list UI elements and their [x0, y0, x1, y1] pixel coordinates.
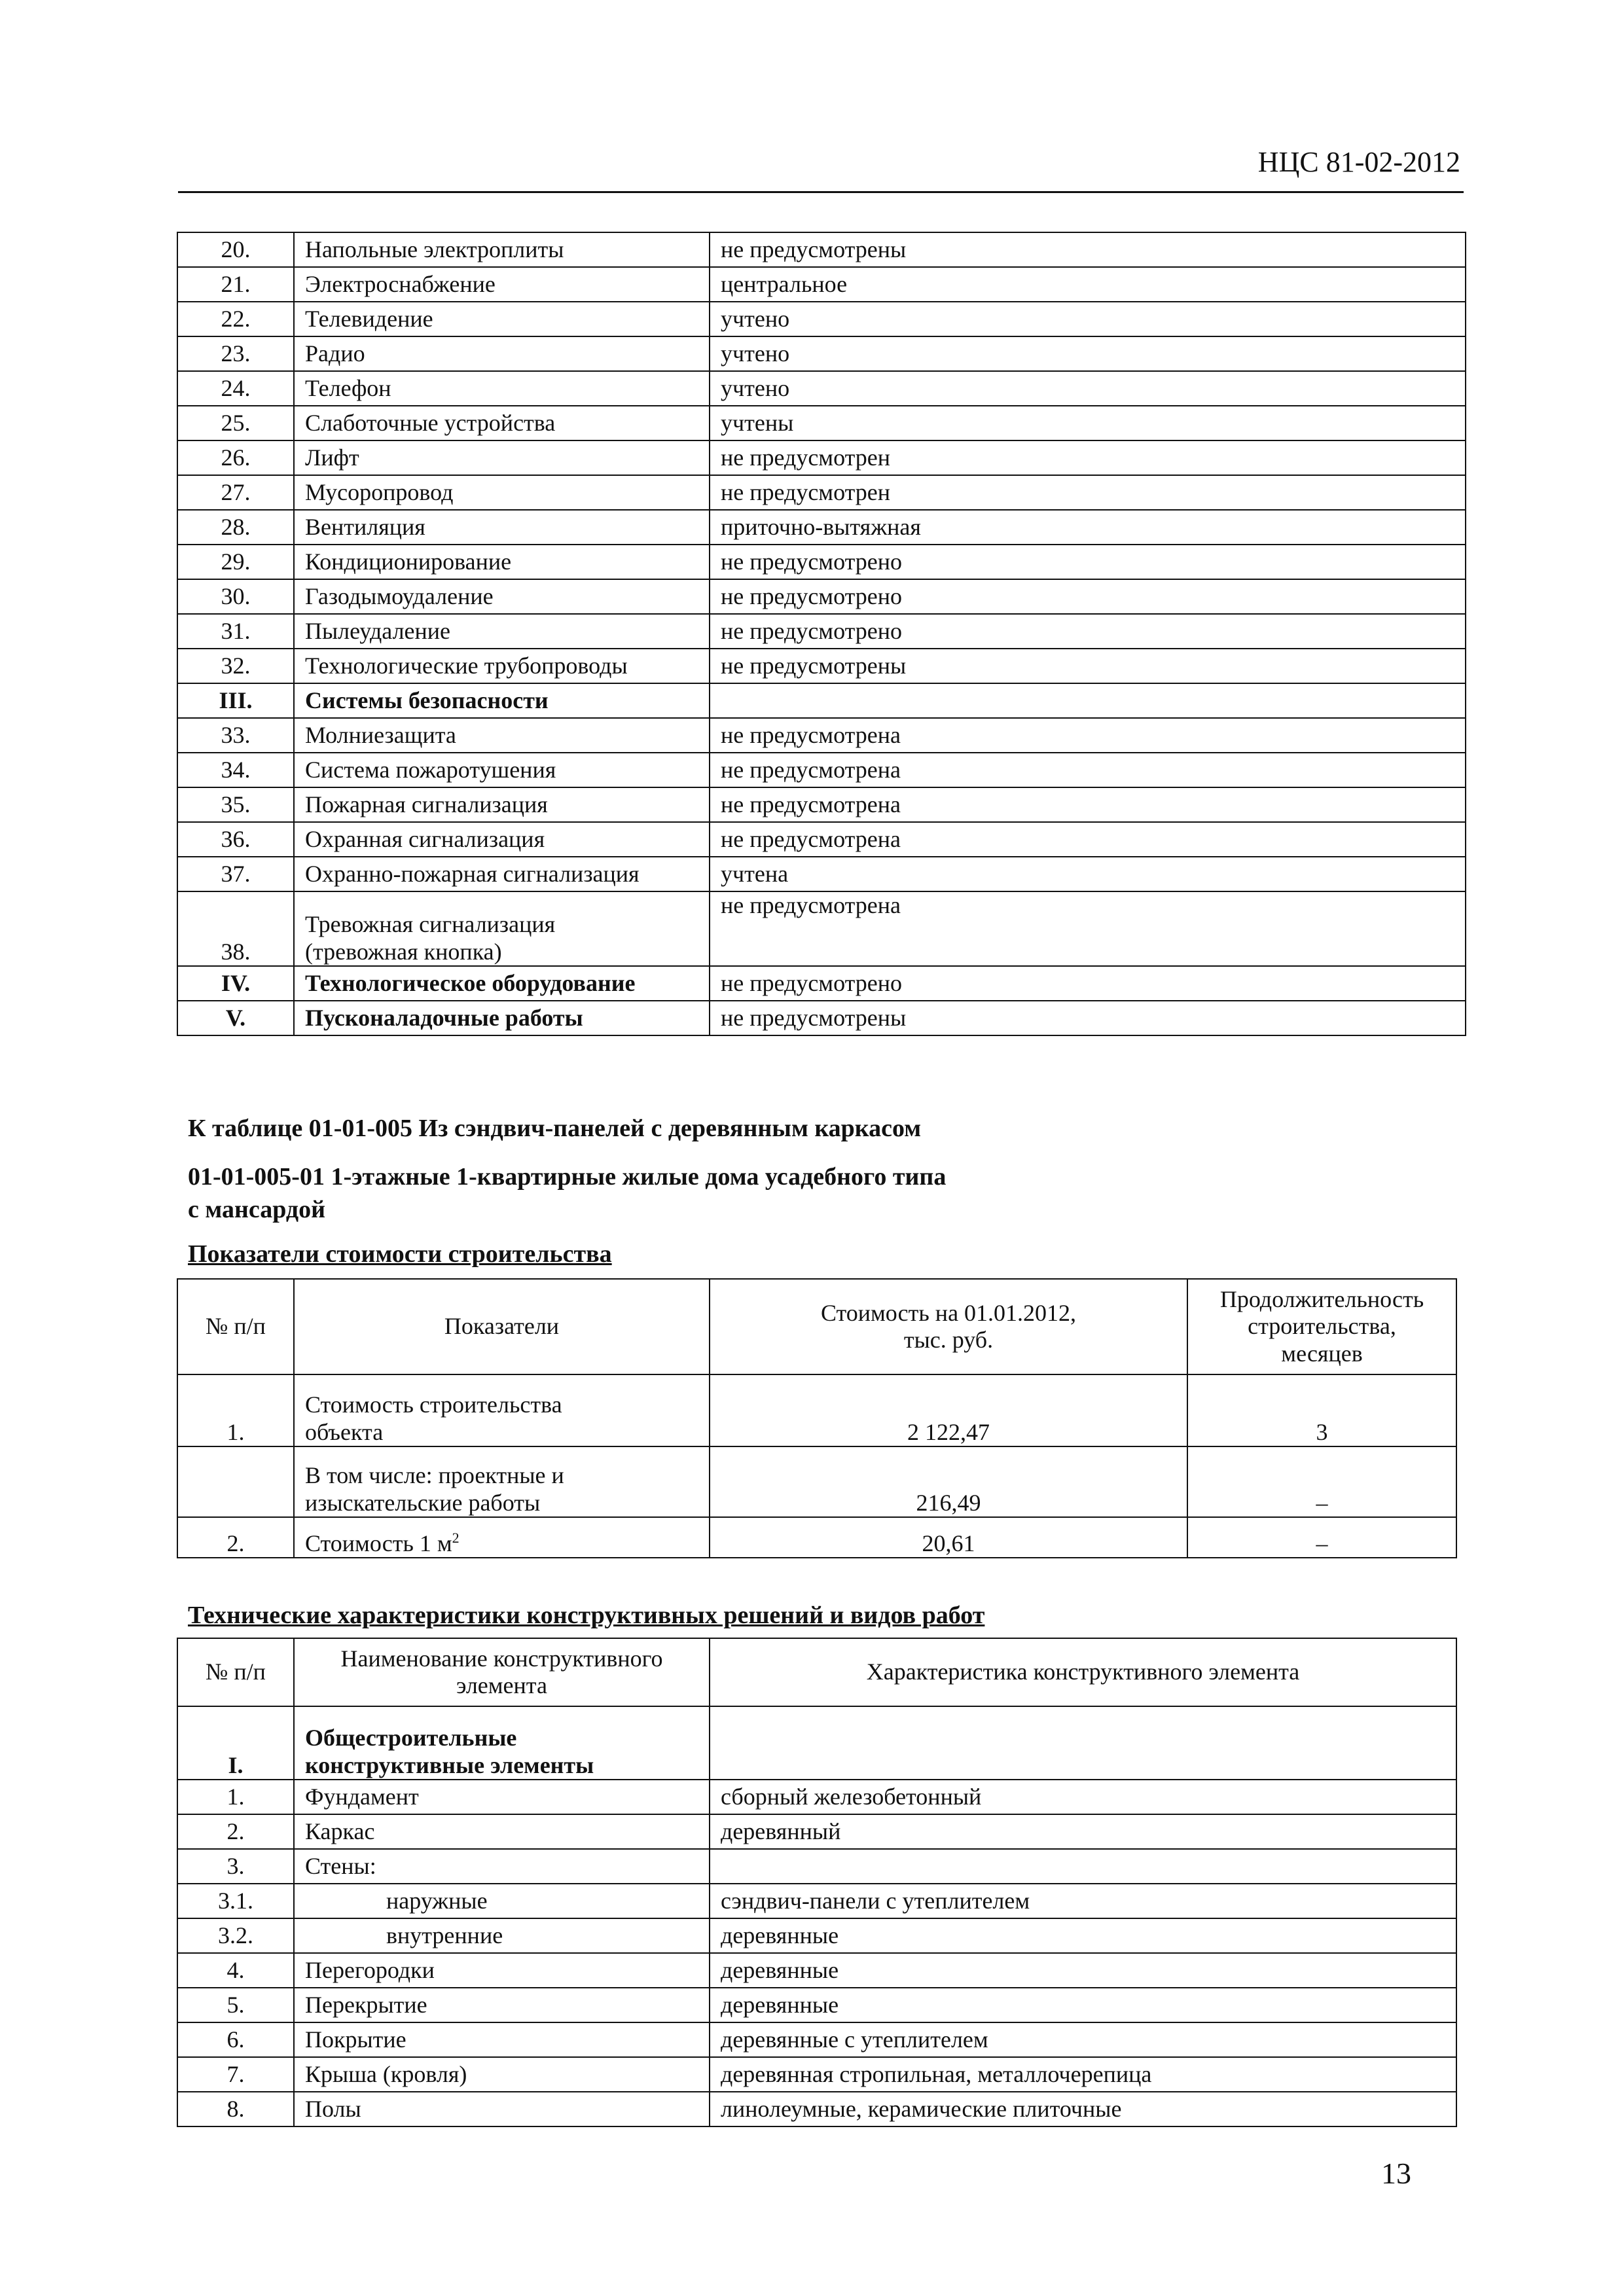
- tech-table-caption: Технические характеристики конструктивных решений и видов работ: [188, 1602, 985, 1629]
- row-name: Электроснабжение: [294, 267, 710, 302]
- section-number: III.: [177, 683, 294, 718]
- header-line: месяцев: [1281, 1340, 1363, 1367]
- cost-indicators-table: [177, 1278, 1457, 1558]
- row-name: Молниезащита: [294, 718, 710, 753]
- row-number: 38.: [177, 891, 294, 966]
- row-value: не предусмотрена: [710, 822, 1466, 857]
- row-name: наружные: [294, 1884, 710, 1918]
- section-name: Технологическое оборудование: [294, 966, 710, 1001]
- row-number: 33.: [177, 718, 294, 753]
- table-row: [177, 545, 1466, 579]
- table-row: [177, 1374, 1456, 1446]
- row-name: Пожарная сигнализация: [294, 787, 710, 822]
- indicator-text: Стоимость 1 м: [305, 1530, 452, 1556]
- row-number: 20.: [177, 232, 294, 267]
- row-number: 25.: [177, 406, 294, 440]
- table-row: [177, 2022, 1456, 2057]
- table-row: [177, 267, 1466, 302]
- row-number: 28.: [177, 510, 294, 545]
- indicator-line: В том числе: проектные и: [305, 1462, 564, 1489]
- row-value: не предусмотрена: [710, 718, 1466, 753]
- row-name: Охранно-пожарная сигнализация: [294, 857, 710, 891]
- table-row: [177, 822, 1466, 857]
- row-number: 37.: [177, 857, 294, 891]
- row-name: Перегородки: [294, 1953, 710, 1988]
- row-number: 3.: [177, 1849, 294, 1884]
- row-value: не предусмотрены: [710, 649, 1466, 683]
- column-header-cost: [710, 1279, 1187, 1374]
- row-value: не предусмотрены: [710, 1001, 1466, 1035]
- row-value: [710, 1706, 1456, 1780]
- page-number: 13: [1381, 2157, 1411, 2190]
- row-number: 23.: [177, 336, 294, 371]
- row-value: не предусмотрена: [710, 753, 1466, 787]
- table-row: [177, 1446, 1456, 1517]
- row-number: 27.: [177, 475, 294, 510]
- row-name: Фундамент: [294, 1780, 710, 1814]
- row-name: Напольные электроплиты: [294, 232, 710, 267]
- section-name: Системы безопасности: [294, 683, 710, 718]
- table-row: [177, 1814, 1456, 1849]
- row-number: 29.: [177, 545, 294, 579]
- row-name: Газодымоудаление: [294, 579, 710, 614]
- table-row: [177, 1988, 1456, 2022]
- row-name: Кондиционирование: [294, 545, 710, 579]
- row-value: не предусмотрено: [710, 579, 1466, 614]
- row-number: 22.: [177, 302, 294, 336]
- row-value: деревянный: [710, 1814, 1456, 1849]
- row-name: Технологические трубопроводы: [294, 649, 710, 683]
- row-value: не предусмотрено: [710, 966, 1466, 1001]
- row-name: Лифт: [294, 440, 710, 475]
- table-row: [177, 336, 1466, 371]
- row-name: Каркас: [294, 1814, 710, 1849]
- indicator-line: Стоимость строительства: [305, 1391, 562, 1418]
- row-indicator: [294, 1374, 710, 1446]
- row-name: [294, 891, 710, 966]
- table-row: [177, 649, 1466, 683]
- row-cost: 216,49: [710, 1446, 1187, 1517]
- indicator-line: объекта: [305, 1418, 384, 1445]
- row-name: Слаботочные устройства: [294, 406, 710, 440]
- table-row: [177, 1953, 1456, 1988]
- table-row: [177, 1517, 1456, 1558]
- table-row: [177, 1884, 1456, 1918]
- header-divider: [178, 191, 1464, 193]
- row-number: 1.: [177, 1780, 294, 1814]
- row-value: деревянные: [710, 1988, 1456, 2022]
- row-value: [710, 1849, 1456, 1884]
- row-number: 24.: [177, 371, 294, 406]
- row-value: сэндвич-панели с утеплителем: [710, 1884, 1456, 1918]
- table-row: [177, 614, 1466, 649]
- table-row: [177, 891, 1466, 966]
- table-row: [177, 753, 1466, 787]
- table-row: [177, 510, 1466, 545]
- table-row: [177, 718, 1466, 753]
- unit-superscript: 2: [452, 1529, 460, 1546]
- row-name: Радио: [294, 336, 710, 371]
- row-value: учтено: [710, 371, 1466, 406]
- row-duration: –: [1187, 1446, 1456, 1517]
- row-indicator: [294, 1446, 710, 1517]
- row-name: Полы: [294, 2092, 710, 2126]
- row-value: учтено: [710, 302, 1466, 336]
- column-header-duration: [1187, 1279, 1456, 1374]
- row-name: Система пожаротушения: [294, 753, 710, 787]
- table-section-row: [177, 683, 1466, 718]
- row-name-line: Тревожная сигнализация: [305, 911, 556, 938]
- header-line: Продолжительность: [1219, 1285, 1424, 1312]
- row-number: 3.2.: [177, 1918, 294, 1953]
- row-indicator: [294, 1517, 710, 1558]
- table-row: [177, 857, 1466, 891]
- row-number: 2.: [177, 1517, 294, 1558]
- section-number: IV.: [177, 966, 294, 1001]
- row-number: 34.: [177, 753, 294, 787]
- row-name: Крыша (кровля): [294, 2057, 710, 2092]
- row-value: деревянная стропильная, металлочерепица: [710, 2057, 1456, 2092]
- table-row: [177, 2092, 1456, 2126]
- row-cost: 20,61: [710, 1517, 1187, 1558]
- section-name-line: конструктивные элементы: [305, 1751, 594, 1778]
- table-row: [177, 406, 1466, 440]
- row-number: 3.1.: [177, 1884, 294, 1918]
- row-number: 1.: [177, 1374, 294, 1446]
- table-section-row: [177, 1001, 1466, 1035]
- row-number: 30.: [177, 579, 294, 614]
- section-subtitle: 01-01-005-01 1-этажные 1-квартирные жилые дома усадебного типа: [188, 1163, 947, 1191]
- row-number: 6.: [177, 2022, 294, 2057]
- row-value: не предусмотрена: [710, 787, 1466, 822]
- row-number: 5.: [177, 1988, 294, 2022]
- row-number: 2.: [177, 1814, 294, 1849]
- row-value: деревянные: [710, 1918, 1456, 1953]
- row-name: Перекрытие: [294, 1988, 710, 2022]
- row-value: учтена: [710, 857, 1466, 891]
- row-value: не предусмотрено: [710, 614, 1466, 649]
- row-name: Стены:: [294, 1849, 710, 1884]
- engineering-systems-table: [177, 232, 1466, 1036]
- indicator-line: изыскательские работы: [305, 1489, 541, 1516]
- header-line: Наименование конструктивного: [340, 1645, 663, 1672]
- section-subtitle: с мансардой: [188, 1196, 325, 1223]
- row-number: 8.: [177, 2092, 294, 2126]
- row-number: 26.: [177, 440, 294, 475]
- document-code: НЦС 81-02-2012: [1257, 146, 1460, 178]
- row-value: учтено: [710, 336, 1466, 371]
- table-row: [177, 2057, 1456, 2092]
- table-section-row: [177, 1706, 1456, 1780]
- row-name: Покрытие: [294, 2022, 710, 2057]
- row-duration: 3: [1187, 1374, 1456, 1446]
- row-value: не предусмотрены: [710, 232, 1466, 267]
- row-value: центральное: [710, 267, 1466, 302]
- row-name-line: (тревожная кнопка): [305, 938, 502, 965]
- column-header-characteristic: Характеристика конструктивного элемента: [710, 1638, 1456, 1706]
- section-number: V.: [177, 1001, 294, 1035]
- row-value: учтены: [710, 406, 1466, 440]
- section-name: [294, 1706, 710, 1780]
- row-value: не предусмотрен: [710, 475, 1466, 510]
- table-row: [177, 579, 1466, 614]
- table-row: [177, 440, 1466, 475]
- section-name-line: Общестроительные: [305, 1725, 517, 1751]
- section-number: I.: [177, 1706, 294, 1780]
- technical-characteristics-table: [177, 1638, 1457, 2127]
- table-row: [177, 371, 1466, 406]
- row-name: Вентиляция: [294, 510, 710, 545]
- column-header-number: № п/п: [177, 1638, 294, 1706]
- table-row: [177, 1780, 1456, 1814]
- row-name: Охранная сигнализация: [294, 822, 710, 857]
- table-row: [177, 1918, 1456, 1953]
- table-header-row: [177, 1638, 1456, 1706]
- row-value: линолеумные, керамические плиточные: [710, 2092, 1456, 2126]
- row-duration: –: [1187, 1517, 1456, 1558]
- cost-table-caption: Показатели стоимости строительства: [188, 1240, 612, 1268]
- row-name: внутренние: [294, 1918, 710, 1953]
- row-name: Телефон: [294, 371, 710, 406]
- row-number: 31.: [177, 614, 294, 649]
- row-value: деревянные: [710, 1953, 1456, 1988]
- table-row: [177, 232, 1466, 267]
- row-number: 36.: [177, 822, 294, 857]
- table-section-row: [177, 966, 1466, 1001]
- header-line: строительства,: [1248, 1313, 1396, 1340]
- row-value: не предусмотрен: [710, 440, 1466, 475]
- section-name: Пусконаладочные работы: [294, 1001, 710, 1035]
- table-row: [177, 302, 1466, 336]
- table-header-row: [177, 1279, 1456, 1374]
- section-title: К таблице 01-01-005 Из сэндвич-панелей с деревянным каркасом: [188, 1115, 922, 1142]
- row-number: 32.: [177, 649, 294, 683]
- header-line: тыс. руб.: [903, 1327, 994, 1353]
- row-value: [710, 683, 1466, 718]
- header-line: Стоимость на 01.01.2012,: [820, 1299, 1077, 1326]
- row-value: сборный железобетонный: [710, 1780, 1456, 1814]
- header-line: элемента: [456, 1672, 547, 1698]
- row-number: 7.: [177, 2057, 294, 2092]
- table-row: [177, 475, 1466, 510]
- column-header-number: № п/п: [177, 1279, 294, 1374]
- row-number: 4.: [177, 1953, 294, 1988]
- row-name: Пылеудаление: [294, 614, 710, 649]
- row-number: [177, 1446, 294, 1517]
- row-name: Мусоропровод: [294, 475, 710, 510]
- row-number: 21.: [177, 267, 294, 302]
- row-cost: 2 122,47: [710, 1374, 1187, 1446]
- row-number: 35.: [177, 787, 294, 822]
- row-value: не предусмотрена: [710, 891, 1466, 966]
- row-name: Телевидение: [294, 302, 710, 336]
- row-value: приточно-вытяжная: [710, 510, 1466, 545]
- column-header-name: [294, 1638, 710, 1706]
- row-value: деревянные с утеплителем: [710, 2022, 1456, 2057]
- row-value: не предусмотрено: [710, 545, 1466, 579]
- column-header-indicator: Показатели: [294, 1279, 710, 1374]
- table-row: [177, 1849, 1456, 1884]
- table-row: [177, 787, 1466, 822]
